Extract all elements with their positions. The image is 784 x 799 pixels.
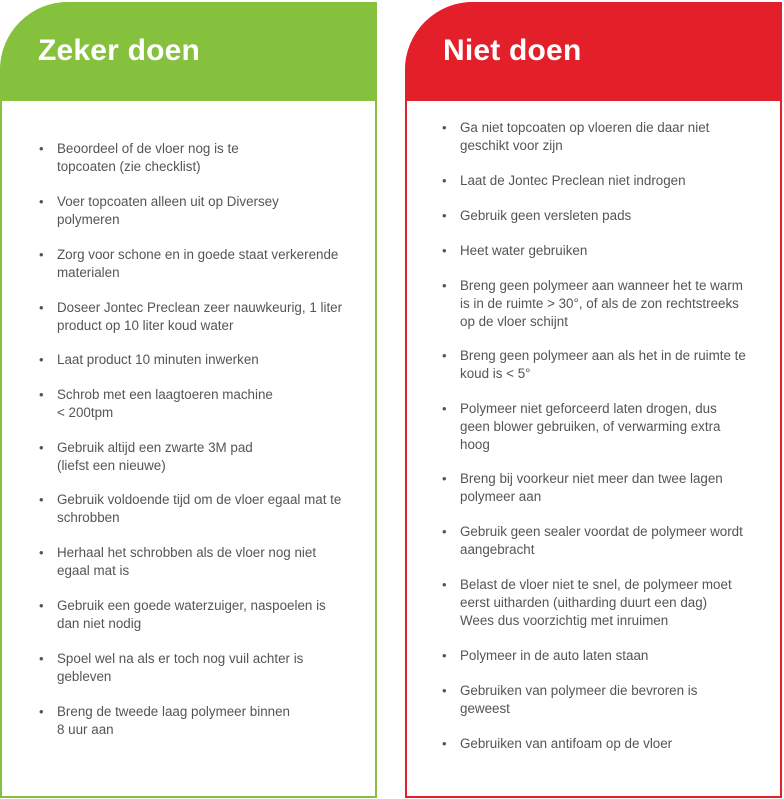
item-line: Laat de Jontec Preclean niet indrogen <box>460 173 686 188</box>
item-line: geschikt voor zijn <box>460 138 563 153</box>
bullet-icon: • <box>39 440 44 455</box>
item-line: Herhaal het schrobben als de vloer nog niet <box>57 545 317 560</box>
item-line: Zorg voor schone en in goede staat verkerende <box>57 247 339 262</box>
item-line: Breng geen polymeer aan als het in de ruimte te <box>460 348 746 363</box>
zeker-doen-title: Zeker doen <box>38 34 201 67</box>
item-line: dan niet nodig <box>57 616 142 631</box>
item-line: Gebruik geen versleten pads <box>460 208 632 223</box>
bullet-icon: • <box>39 545 44 560</box>
bullet-icon: • <box>442 648 447 663</box>
niet-item-10 <box>442 576 772 630</box>
zeker-item-3 <box>39 246 369 282</box>
zeker-item-6 <box>39 386 369 422</box>
item-line: Spoel wel na als er toch nog vuil achter is <box>57 651 304 666</box>
item-line: Ga niet topcoaten op vloeren die daar niet <box>460 120 710 135</box>
niet-item-9 <box>442 523 772 559</box>
bullet-icon: • <box>442 120 447 135</box>
item-line: Laat product 10 minuten inwerken <box>57 352 259 367</box>
niet-item-3 <box>442 207 772 225</box>
item-line: egaal mat is <box>57 563 130 578</box>
item-line: Wees dus voorzichtig met inruimen <box>460 613 669 628</box>
bullet-icon: • <box>39 247 44 262</box>
item-line: Polymeer niet geforceerd laten drogen, dus <box>460 401 717 416</box>
item-line: Breng geen polymeer aan wanneer het te warm <box>460 278 743 293</box>
item-line: product op 10 liter koud water <box>57 318 234 333</box>
niet-item-12 <box>442 682 772 718</box>
niet-item-1 <box>442 119 772 155</box>
zeker-item-5 <box>39 351 369 369</box>
item-line: Belast de vloer niet te snel, de polymeer moet <box>460 577 732 592</box>
zeker-doen-header <box>0 2 377 101</box>
niet-item-13 <box>442 735 772 753</box>
item-line: aangebracht <box>460 542 535 557</box>
niet-doen-title: Niet doen <box>443 34 582 67</box>
bullet-icon: • <box>39 194 44 209</box>
zeker-item-4 <box>39 299 369 335</box>
bullet-icon: • <box>442 278 447 293</box>
item-line: (liefst een nieuwe) <box>57 458 166 473</box>
item-line: Gebruik een goede waterzuiger, naspoelen is <box>57 598 326 613</box>
item-line: < 200tpm <box>57 405 114 420</box>
bullet-icon: • <box>442 348 447 363</box>
item-line: gebleven <box>57 669 112 684</box>
bullet-icon: • <box>442 683 447 698</box>
bullet-icon: • <box>39 352 44 367</box>
zeker-item-10 <box>39 597 369 633</box>
item-line: materialen <box>57 265 120 280</box>
bullet-icon: • <box>442 208 447 223</box>
zeker-item-7 <box>39 439 369 475</box>
item-line: topcoaten (zie checklist) <box>57 159 201 174</box>
bullet-icon: • <box>442 401 447 416</box>
item-line: Gebruik voldoende tijd om de vloer egaal mat te <box>57 492 342 507</box>
zeker-item-1 <box>39 140 369 176</box>
bullet-icon: • <box>39 704 44 719</box>
item-line: Heet water gebruiken <box>460 243 588 258</box>
bullet-icon: • <box>39 387 44 402</box>
bullet-icon: • <box>442 243 447 258</box>
item-line: Doseer Jontec Preclean zeer nauwkeurig, 1 liter <box>57 300 343 315</box>
bullet-icon: • <box>442 471 447 486</box>
niet-item-11 <box>442 647 772 665</box>
niet-item-4 <box>442 242 772 260</box>
item-line: koud is < 5° <box>460 366 531 381</box>
zeker-item-2 <box>39 193 369 229</box>
niet-item-8 <box>442 470 772 506</box>
item-line: Gebruik geen sealer voordat de polymeer wordt <box>460 524 743 539</box>
bullet-icon: • <box>39 300 44 315</box>
item-line: is in de ruimte > 30°, of als de zon rechtstreeks <box>460 296 739 311</box>
bullet-icon: • <box>442 577 447 592</box>
item-line: Gebruiken van polymeer die bevroren is <box>460 683 698 698</box>
item-line: Breng bij voorkeur niet meer dan twee lagen <box>460 471 723 486</box>
niet-item-7 <box>442 400 772 454</box>
item-line: Polymeer in de auto laten staan <box>460 648 649 663</box>
item-line: schrobben <box>57 510 120 525</box>
item-line: op de vloer schijnt <box>460 314 568 329</box>
niet-item-6 <box>442 347 772 383</box>
item-line: eerst uitharden (uitharding duurt een dag) <box>460 595 708 610</box>
bullet-icon: • <box>442 524 447 539</box>
item-line: Schrob met een laagtoeren machine <box>57 387 273 402</box>
item-line: polymeer aan <box>460 489 542 504</box>
item-line: polymeren <box>57 212 120 227</box>
bullet-icon: • <box>442 173 447 188</box>
item-line: hoog <box>460 437 490 452</box>
item-line: geen blower gebruiken, of verwarming extra <box>460 419 721 434</box>
zeker-item-11 <box>39 650 369 686</box>
bullet-icon: • <box>39 651 44 666</box>
zeker-item-12 <box>39 703 369 739</box>
bullet-icon: • <box>39 598 44 613</box>
niet-doen-header <box>405 2 782 101</box>
item-line: Voer topcoaten alleen uit op Diversey <box>57 194 279 209</box>
niet-item-2 <box>442 172 772 190</box>
zeker-item-9 <box>39 544 369 580</box>
niet-item-5 <box>442 277 772 331</box>
item-line: Gebruiken van antifoam op de vloer <box>460 736 673 751</box>
bullet-icon: • <box>39 141 44 156</box>
item-line: Beoordeel of de vloer nog is te <box>57 141 239 156</box>
bullet-icon: • <box>39 492 44 507</box>
bullet-icon: • <box>442 736 447 751</box>
item-line: 8 uur aan <box>57 722 114 737</box>
item-line: geweest <box>460 701 510 716</box>
item-line: Gebruik altijd een zwarte 3M pad <box>57 440 253 455</box>
item-line: Breng de tweede laag polymeer binnen <box>57 704 291 719</box>
zeker-item-8 <box>39 491 369 527</box>
